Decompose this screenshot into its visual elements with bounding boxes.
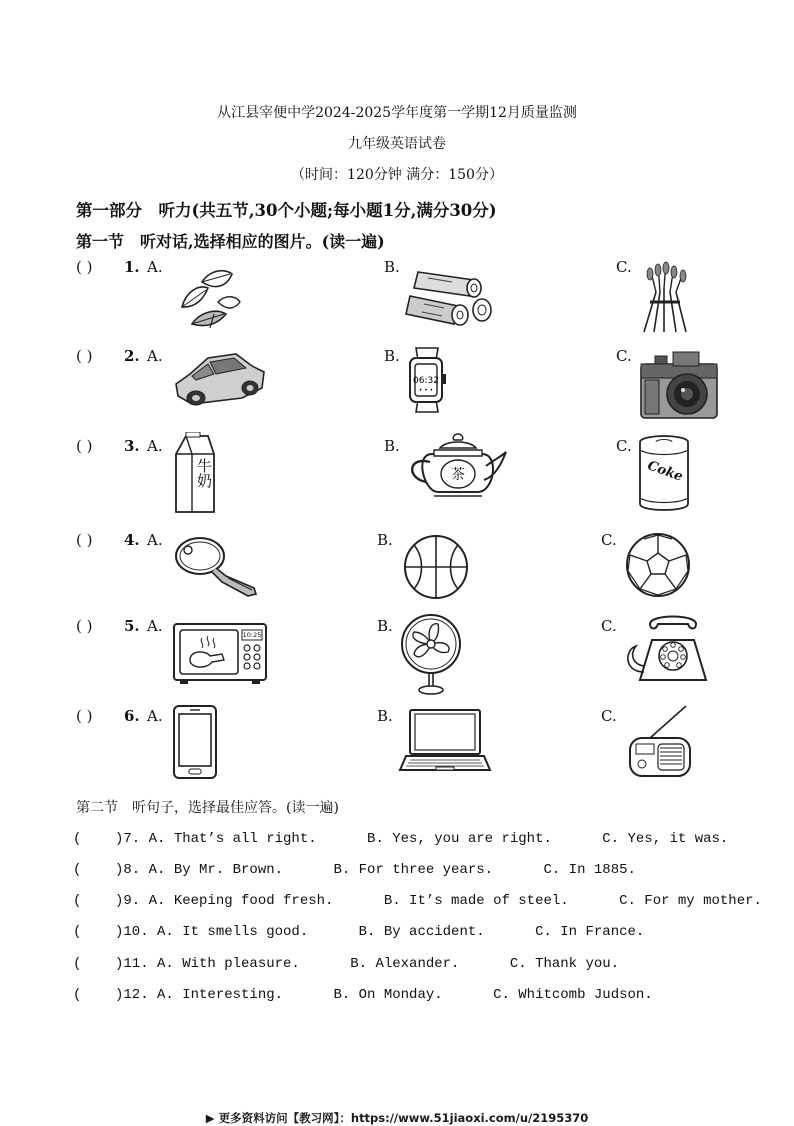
- option-b-label: B.: [377, 707, 393, 725]
- option-c-label: C.: [601, 707, 617, 725]
- tea-label-text: 茶: [451, 467, 465, 483]
- smartphone-icon[interactable]: [172, 704, 218, 780]
- watch-time-text: 06:32: [413, 376, 439, 386]
- option-a-label: A.: [147, 437, 163, 455]
- footer-link[interactable]: ▶ 更多资料访问【教习网】：https://www.51jiaoxi.com/u/2195370: [205, 1111, 589, 1125]
- section2-title: 第二节 听句子，选择最佳应答。(读一遍): [76, 800, 339, 816]
- question-number: 4.: [124, 531, 140, 549]
- part1-title: 第一部分 听力(共五节,30个小题;每小题1分,满分30分): [76, 201, 497, 220]
- question-10[interactable]: ( )10. A. It smells good. B. By accident. C. In France.: [73, 924, 645, 940]
- answer-blank[interactable]: ( ): [76, 531, 93, 549]
- question-9[interactable]: ( )9. A. Keeping food fresh. B. It’s made of steel. C. For my mother.: [73, 893, 762, 909]
- camera-icon[interactable]: [637, 346, 721, 422]
- exam-time-score: （时间：120分钟 满分：150分）: [291, 167, 503, 183]
- answer-blank[interactable]: ( ): [76, 347, 93, 365]
- option-b-label: B.: [384, 437, 400, 455]
- question-number: 1.: [124, 258, 140, 276]
- milk-carton-icon[interactable]: [172, 432, 218, 514]
- section1-title: 第一节 听对话,选择相应的图片。(读一遍): [76, 232, 385, 251]
- option-b-label: B.: [377, 617, 393, 635]
- basketball-icon[interactable]: [402, 533, 470, 601]
- laptop-icon[interactable]: [398, 708, 492, 776]
- telephone-icon[interactable]: [622, 610, 720, 686]
- option-c-label: C.: [601, 531, 617, 549]
- option-a-label: A.: [147, 347, 163, 365]
- soccer-ball-icon[interactable]: [624, 531, 692, 599]
- answer-blank[interactable]: ( ): [76, 437, 93, 455]
- coke-can-icon[interactable]: [636, 434, 692, 512]
- question-number: 2.: [124, 347, 140, 365]
- fan-icon[interactable]: [396, 612, 466, 696]
- answer-blank[interactable]: ( ): [76, 617, 93, 635]
- question-8[interactable]: ( )8. A. By Mr. Brown. B. For three years. C. In 1885.: [73, 862, 636, 878]
- question-number: 6.: [124, 707, 140, 725]
- teapot-icon[interactable]: [404, 432, 508, 502]
- answer-blank[interactable]: ( ): [76, 258, 93, 276]
- ping-pong-paddle-icon[interactable]: [172, 534, 260, 598]
- option-c-label: C.: [616, 347, 632, 365]
- answer-blank[interactable]: ( ): [76, 707, 93, 725]
- car-icon[interactable]: [172, 348, 268, 410]
- exam-header-title: 从江县宰便中学2024-2025学年度第一学期12月质量监测: [217, 105, 577, 121]
- question-number: 5.: [124, 617, 140, 635]
- option-c-label: C.: [616, 437, 632, 455]
- radio-icon[interactable]: [626, 704, 694, 782]
- option-c-label: C.: [616, 258, 632, 276]
- question-number: 3.: [124, 437, 140, 455]
- microwave-time-text: 10:25: [242, 631, 262, 639]
- option-b-label: B.: [377, 531, 393, 549]
- option-a-label: A.: [147, 258, 163, 276]
- milk-label-text: 牛奶: [195, 458, 213, 488]
- microwave-icon[interactable]: [172, 620, 268, 686]
- option-a-label: A.: [147, 531, 163, 549]
- exam-subject-title: 九年级英语试卷: [348, 136, 446, 152]
- question-11[interactable]: ( )11. A. With pleasure. B. Alexander. C. Thank you.: [73, 956, 620, 972]
- leaves-icon[interactable]: [172, 262, 244, 332]
- coke-label-text: Coke: [645, 458, 685, 485]
- option-b-label: B.: [384, 258, 400, 276]
- wheat-icon[interactable]: [636, 258, 696, 334]
- logs-icon[interactable]: [404, 262, 496, 334]
- svg-text:• • •: • • •: [418, 387, 434, 394]
- option-a-label: A.: [147, 707, 163, 725]
- question-12[interactable]: ( )12. A. Interesting. B. On Monday. C. Whitcomb Judson.: [73, 987, 653, 1003]
- smartwatch-icon[interactable]: [404, 346, 450, 414]
- option-b-label: B.: [384, 347, 400, 365]
- option-c-label: C.: [601, 617, 617, 635]
- option-a-label: A.: [147, 617, 163, 635]
- question-7[interactable]: ( )7. A. That’s all right. B. Yes, you are right. C. Yes, it was.: [73, 831, 729, 847]
